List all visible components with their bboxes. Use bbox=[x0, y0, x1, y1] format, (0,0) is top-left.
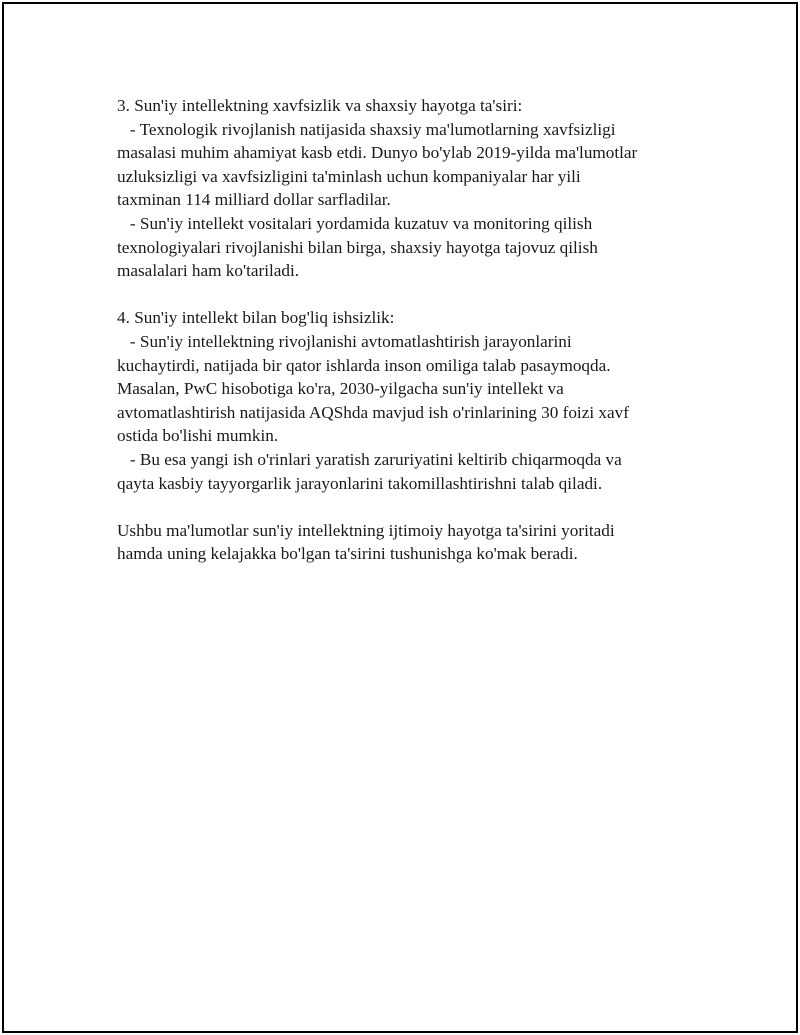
paragraph-line: - Texnologik rivojlanish natijasida shaxsiy ma'lumotlarning xavfsizligi bbox=[117, 119, 616, 139]
paragraph-line: ostida bo'lishi mumkin. bbox=[117, 426, 279, 446]
paragraph-line: Masalan, PwC hisobotiga ko'ra, 2030-yilgacha sun'iy intellekt va bbox=[117, 379, 564, 399]
paragraph-line: avtomatlashtirish natijasida AQShda mavjud ish o'rinlarining 30 foizi xavf bbox=[117, 402, 629, 422]
paragraph-line: kuchaytirdi, natijada bir qator ishlarda inson omiliga talab pasaymoqda. bbox=[117, 355, 611, 375]
section-heading: 4. Sun'iy intellekt bilan bog'liq ishsizlik: bbox=[117, 308, 395, 328]
paragraph-line: - Bu esa yangi ish o'rinlari yaratish zaruriyatini keltirib chiqarmoqda va bbox=[117, 449, 622, 469]
section-conclusion bbox=[117, 519, 697, 566]
document-body bbox=[117, 94, 697, 589]
paragraph-line: masalalari ham ko'tariladi. bbox=[117, 261, 300, 281]
section-security-privacy bbox=[117, 94, 697, 283]
paragraph-line: Ushbu ma'lumotlar sun'iy intellektning ijtimoiy hayotga ta'sirini yoritadi bbox=[117, 520, 615, 540]
paragraph-line: uzluksizligi va xavfsizligini ta'minlash uchun kompaniyalar har yili bbox=[117, 166, 581, 186]
section-unemployment bbox=[117, 306, 697, 495]
paragraph-line: texnologiyalari rivojlanishi bilan birga, shaxsiy hayotga tajovuz qilish bbox=[117, 237, 598, 257]
paragraph-line: masalasi muhim ahamiyat kasb etdi. Dunyo bo'ylab 2019-yilda ma'lumotlar bbox=[117, 143, 638, 163]
paragraph-line: - Sun'iy intellekt vositalari yordamida kuzatuv va monitoring qilish bbox=[117, 213, 593, 233]
paragraph-line: - Sun'iy intellektning rivojlanishi avtomatlashtirish jarayonlarini bbox=[117, 331, 572, 351]
paragraph-line: taxminan 114 milliard dollar sarfladilar. bbox=[117, 190, 391, 210]
paragraph-line: qayta kasbiy tayyorgarlik jarayonlarini takomillashtirishni talab qiladi. bbox=[117, 473, 603, 493]
paragraph-line: hamda uning kelajakka bo'lgan ta'sirini tushunishga ko'mak beradi. bbox=[117, 544, 578, 564]
section-heading: 3. Sun'iy intellektning xavfsizlik va shaxsiy hayotga ta'siri: bbox=[117, 96, 523, 115]
